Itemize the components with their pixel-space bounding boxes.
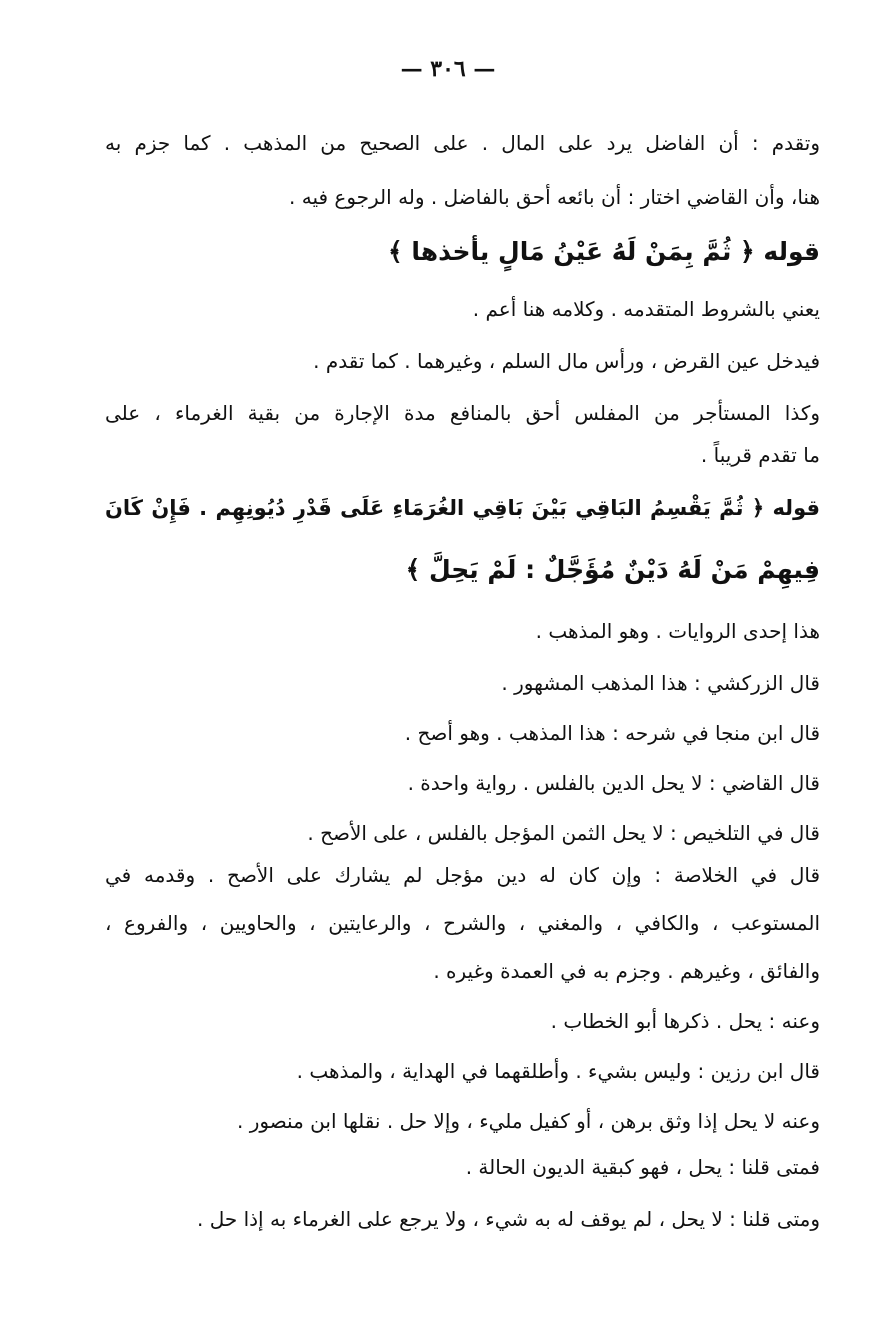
quote-heading: فِيهِمْ مَنْ لَهُ دَيْنٌ مُؤَجَّلٌ : لَمْ يَحِلَّ ﴾ [405, 555, 820, 584]
text-line: فمتى قلنا : يحل ، فهو كبقية الديون الحالة . [465, 1155, 820, 1179]
text-line: فيدخل عين القرض ، ورأس مال السلم ، وغيرهما . كما تقدم . [313, 349, 820, 373]
text-line: قال في الخلاصة : وإن كان له دين مؤجل لم يشارك على الأصح . وقدمه في [105, 863, 820, 887]
quote-heading: قوله ﴿ ثُمَّ يَقْسِمُ البَاقِي بَيْنَ بَاقِي الغُرَمَاءِ عَلَى قَدْرِ دُيُونِهِم . فَإِنْ كَانَ [105, 496, 820, 520]
text-line: المستوعب ، والكافي ، والمغني ، والشرح ، والرعايتين ، والحاويين ، والفروع ، [105, 911, 820, 935]
page-number: — ٣٠٦ — [400, 56, 496, 82]
text-line: قال ابن رزين : وليس بشيء . وأطلقهما في الهداية ، والمذهب . [296, 1059, 820, 1083]
text-line: قال القاضي : لا يحل الدين بالفلس . رواية واحدة . [407, 771, 820, 795]
text-line: وعنه لا يحل إذا وثق برهن ، أو كفيل مليء ، وإلا حل . نقلها ابن منصور . [237, 1109, 820, 1133]
text-line: ما تقدم قريباً . [700, 443, 820, 467]
text-line: هنا، وأن القاضي اختار : أن بائعه أحق بالفاضل . وله الرجوع فيه . [289, 185, 820, 209]
text-line: وتقدم : أن الفاضل يرد على المال . على الصحيح من المذهب . كما جزم به [105, 131, 820, 155]
quote-heading: قوله ﴿ ثُمَّ بِمَنْ لَهُ عَيْنُ مَالٍ يأخذها ﴾ [388, 237, 820, 266]
text-line: ومتى قلنا : لا يحل ، لم يوقف له به شيء ، ولا يرجع على الغرماء به إذا حل . [197, 1207, 820, 1231]
text-line: وعنه : يحل . ذكرها أبو الخطاب . [550, 1009, 820, 1033]
text-line: قال ابن منجا في شرحه : هذا المذهب . وهو أصح . [404, 721, 820, 745]
text-line: قال الزركشي : هذا المذهب المشهور . [501, 671, 820, 695]
text-line: والفائق ، وغيرهم . وجزم به في العمدة وغيره . [433, 959, 820, 983]
text-line: وكذا المستأجر من المفلس أحق بالمنافع مدة الإجارة من بقية الغرماء ، على [105, 401, 820, 425]
text-line: يعني بالشروط المتقدمه . وكلامه هنا أعم . [472, 297, 820, 321]
text-line: هذا إحدى الروايات . وهو المذهب . [535, 619, 820, 643]
text-line: قال في التلخيص : لا يحل الثمن المؤجل بالفلس ، على الأصح . [307, 821, 820, 845]
